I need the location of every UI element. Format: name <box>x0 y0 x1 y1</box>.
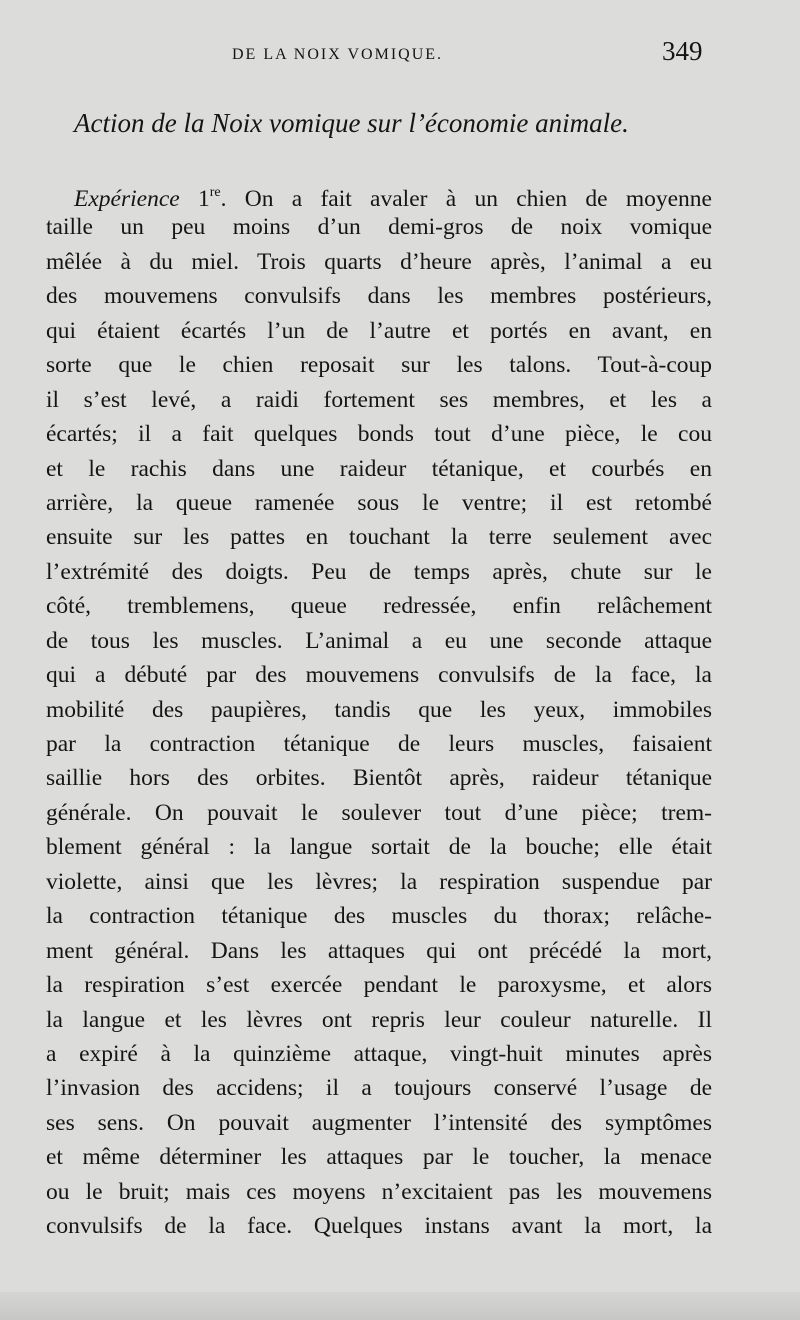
text-line: l’extrémité des doigts. Peu de temps après, chute sur le <box>46 558 712 585</box>
section-heading: Action de la Noix vomique sur l’économie animale. <box>74 108 629 138</box>
text-line: qui a débuté par des mouvemens convulsifs de la face, la <box>46 662 712 689</box>
text-line: violette, ainsi que les lèvres; la respiration suspendue par <box>46 868 712 895</box>
text-line: ses sens. On pouvait augmenter l’intensité des symptômes <box>46 1109 712 1136</box>
text-line: il s’est levé, a raidi fortement ses membres, et les a <box>46 386 712 413</box>
text-line: et le rachis dans une raideur tétanique, et courbés en <box>46 455 712 482</box>
experiment-label: Expérience <box>74 186 180 212</box>
text-line: convulsifs de la face. Quelques instans avant la mort, la <box>46 1213 712 1240</box>
text-line: blement général : la langue sortait de la bouche; elle était <box>46 834 712 861</box>
text-line: sorte que le chien reposait sur les talons. Tout-à-coup <box>46 352 712 379</box>
text-line: mobilité des paupières, tandis que les yeux, immobiles <box>46 696 712 723</box>
text-line: l’invasion des accidens; il a toujours conservé l’usage de <box>46 1075 712 1102</box>
page-bottom-edge <box>0 1292 800 1320</box>
running-head <box>0 36 800 76</box>
text-line: mêlée à du miel. Trois quarts d’heure après, l’animal a eu <box>46 248 712 275</box>
text-line: des mouvemens convulsifs dans les membres postérieurs, <box>46 283 712 310</box>
running-title: DE LA NOIX VOMIQUE. <box>232 46 444 63</box>
text-line <box>46 176 712 210</box>
first-line-text: . On a fait avaler à un chien de moyenne <box>220 186 712 212</box>
text-line: taille un peu moins d’un demi-gros de noix vomique <box>46 214 712 241</box>
experiment-number: 1 <box>197 186 210 212</box>
text-line: la langue et les lèvres ont repris leur couleur naturelle. Il <box>46 1006 712 1033</box>
text-line: écartés; il a fait quelques bonds tout d’une pièce, le cou <box>46 421 712 448</box>
text-line: la respiration s’est exercée pendant le paroxysme, et alors <box>46 972 712 999</box>
text-line: générale. On pouvait le soulever tout d’une pièce; trem- <box>46 799 712 826</box>
text-line: par la contraction tétanique de leurs muscles, faisaient <box>46 731 712 757</box>
text-line: arrière, la queue ramenée sous le ventre; il est retombé <box>46 489 712 516</box>
text-line: qui étaient écartés l’un de l’autre et portés en avant, en <box>46 317 712 344</box>
text-line: saillie hors des orbites. Bientôt après, raideur tétanique <box>46 765 712 792</box>
text-line: ou le bruit; mais ces moyens n’excitaient pas les mouvemens <box>46 1178 712 1205</box>
text-line: ment général. Dans les attaques qui ont précédé la mort, <box>46 937 712 964</box>
text-line: et même déterminer les attaques par le toucher, la menace <box>46 1144 712 1171</box>
text-line: a expiré à la quinzième attaque, vingt-huit minutes après <box>46 1040 712 1067</box>
body-paragraph <box>46 176 712 1244</box>
page-number: 349 <box>662 36 703 66</box>
text-line: de tous les muscles. L’animal a eu une seconde attaque <box>46 627 712 654</box>
text-line: côté, tremblemens, queue redressée, enfin relâchement <box>46 593 712 620</box>
text-line: la contraction tétanique des muscles du thorax; relâche- <box>46 903 712 930</box>
experiment-number-superscript: re <box>209 185 221 200</box>
text-line: ensuite sur les pattes en touchant la terre seulement avec <box>46 524 712 551</box>
